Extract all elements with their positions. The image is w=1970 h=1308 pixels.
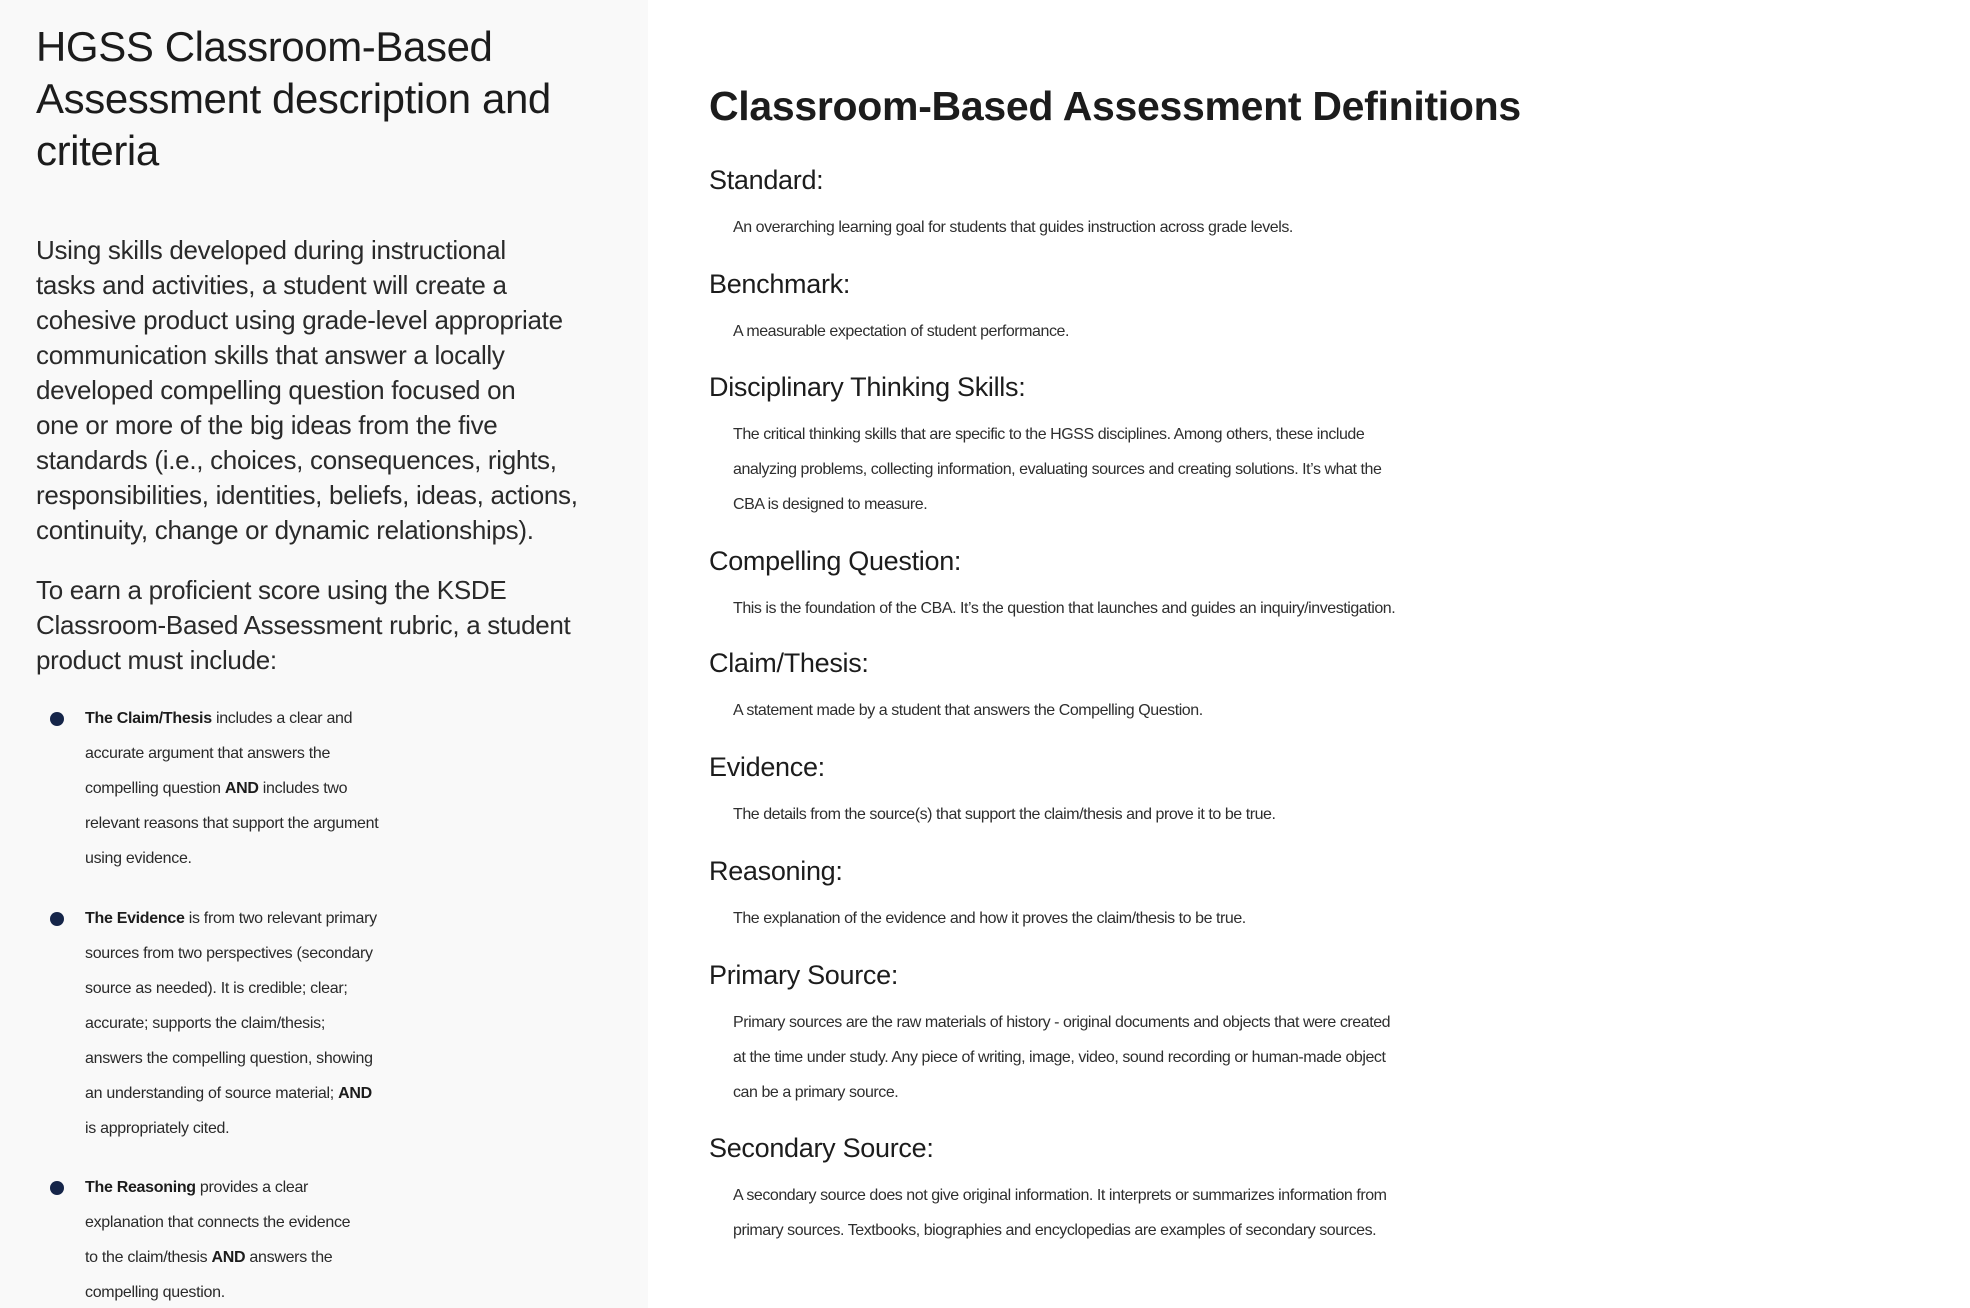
definition-line: The critical thinking skills that are specific to the HGSS disciplines. Among others, these include <box>733 426 1365 443</box>
definition-line: CBA is designed to measure. <box>733 496 928 513</box>
sidebar-title <box>36 21 636 177</box>
definition-standard <box>709 163 1964 245</box>
definition-line: primary sources. Textbooks, biographies and encyclopedias are examples of secondary sources. <box>733 1222 1377 1239</box>
criteria-line: answers the compelling question, showing <box>85 1050 373 1067</box>
rubric-line: product must include: <box>36 645 277 675</box>
rubric-line: To earn a proficient score using the KSDE <box>36 575 507 605</box>
definition-description <box>733 1005 1964 1110</box>
intro-line: responsibilities, identities, beliefs, ideas, actions, <box>36 480 578 510</box>
definition-description <box>733 1178 1964 1248</box>
definition-term: Primary Source: <box>709 960 899 990</box>
definition-line: Primary sources are the raw materials of history - original documents and objects that were created <box>733 1014 1391 1031</box>
intro-line: developed compelling question focused on <box>36 375 516 405</box>
page-title: Classroom-Based Assessment Definitions <box>709 83 1521 129</box>
criteria-emphasis: AND <box>224 780 259 797</box>
criteria-line <box>85 1076 645 1111</box>
criteria-line <box>85 1240 645 1275</box>
definition-compelling-question <box>709 544 1964 626</box>
rubric-line: Classroom-Based Assessment rubric, a student <box>36 610 571 640</box>
definition-description <box>733 417 1964 522</box>
definition-line: The explanation of the evidence and how it proves the claim/thesis to be true. <box>733 910 1246 927</box>
intro-line: tasks and activities, a student will create a <box>36 270 507 300</box>
definition-evidence <box>709 750 1964 832</box>
definition-description <box>733 797 1964 832</box>
criteria-item-evidence <box>85 901 645 1146</box>
definition-term: Compelling Question: <box>709 546 962 576</box>
sidebar-title-line: HGSS Classroom-Based <box>36 23 493 70</box>
main-content <box>648 0 1970 1308</box>
bullet-icon <box>50 912 64 926</box>
definition-term: Standard: <box>709 165 824 195</box>
criteria-line: source as needed). It is credible; clear; <box>85 980 348 997</box>
definition-description <box>733 314 1964 349</box>
intro-line: Using skills developed during instructional <box>36 235 506 265</box>
criteria-line <box>85 771 645 806</box>
definition-line: A statement made by a student that answers the Compelling Question. <box>733 702 1203 719</box>
definition-term: Reasoning: <box>709 856 843 886</box>
criteria-text: answers the <box>245 1249 333 1266</box>
intro-line: one or more of the big ideas from the five <box>36 410 498 440</box>
definition-description <box>733 693 1964 728</box>
definition-term: Claim/Thesis: <box>709 648 869 678</box>
criteria-term: The Reasoning <box>85 1179 196 1196</box>
definition-claim-thesis <box>709 646 1964 728</box>
criteria-line <box>85 901 645 936</box>
intro-line: continuity, change or dynamic relationships). <box>36 515 534 545</box>
definition-description <box>733 901 1964 936</box>
definition-line: The details from the source(s) that support the claim/thesis and prove it to be true. <box>733 806 1276 823</box>
criteria-term: The Claim/Thesis <box>85 710 212 727</box>
criteria-line: accurate; supports the claim/thesis; <box>85 1015 325 1032</box>
definition-primary-source <box>709 958 1964 1110</box>
intro-paragraph <box>36 233 636 548</box>
intro-line: standards (i.e., choices, consequences, rights, <box>36 445 557 475</box>
definition-line: A secondary source does not give original information. It interprets or summarizes information from <box>733 1187 1387 1204</box>
sidebar <box>0 0 648 1308</box>
definition-term: Disciplinary Thinking Skills: <box>709 372 1026 402</box>
definition-reasoning <box>709 854 1964 936</box>
definition-description <box>733 210 1964 245</box>
criteria-line: compelling question. <box>85 1284 225 1301</box>
bullet-icon <box>50 712 64 726</box>
criteria-text: an understanding of source material; <box>85 1085 339 1102</box>
bullet-icon <box>50 1181 64 1195</box>
definition-description <box>733 591 1964 626</box>
criteria-text: includes two <box>258 780 348 797</box>
definition-disciplinary-thinking-skills <box>709 370 1964 522</box>
sidebar-title-line: Assessment description and <box>36 75 551 122</box>
definition-line: can be a primary source. <box>733 1084 899 1101</box>
definition-term: Secondary Source: <box>709 1133 934 1163</box>
criteria-text: provides a clear <box>195 1179 309 1196</box>
definition-line: at the time under study. Any piece of writing, image, video, sound recording or human-made object <box>733 1049 1386 1066</box>
criteria-text: to the claim/thesis <box>85 1249 212 1266</box>
criteria-line: is appropriately cited. <box>85 1120 230 1137</box>
intro-line: cohesive product using grade-level appropriate <box>36 305 563 335</box>
definition-line: An overarching learning goal for students that guides instruction across grade levels. <box>733 219 1293 236</box>
criteria-line: accurate argument that answers the <box>85 745 331 762</box>
sidebar-title-line: criteria <box>36 127 159 174</box>
criteria-item-reasoning <box>85 1170 645 1308</box>
criteria-line: relevant reasons that support the argument <box>85 815 379 832</box>
rubric-paragraph <box>36 573 636 678</box>
definition-line: analyzing problems, collecting information, evaluating sources and creating solutions. It’s what the <box>733 461 1382 478</box>
criteria-line: using evidence. <box>85 850 192 867</box>
criteria-emphasis: AND <box>338 1085 372 1102</box>
definition-line: This is the foundation of the CBA. It’s the question that launches and guides an inquiry/investigation. <box>733 600 1396 617</box>
criteria-item-claim-thesis <box>85 701 645 876</box>
criteria-text: includes a clear and <box>211 710 353 727</box>
criteria-line: sources from two perspectives (secondary <box>85 945 373 962</box>
criteria-line <box>85 1170 645 1205</box>
definition-term: Evidence: <box>709 752 825 782</box>
criteria-line <box>85 701 645 736</box>
criteria-term: The Evidence <box>85 910 185 927</box>
definition-line: A measurable expectation of student performance. <box>733 323 1069 340</box>
definition-benchmark <box>709 267 1964 349</box>
intro-line: communication skills that answer a locally <box>36 340 505 370</box>
criteria-line: explanation that connects the evidence <box>85 1214 351 1231</box>
criteria-text: compelling question <box>85 780 225 797</box>
criteria-emphasis: AND <box>211 1249 246 1266</box>
criteria-text: is from two relevant primary <box>184 910 377 927</box>
definition-term: Benchmark: <box>709 269 851 299</box>
definition-secondary-source <box>709 1131 1964 1248</box>
